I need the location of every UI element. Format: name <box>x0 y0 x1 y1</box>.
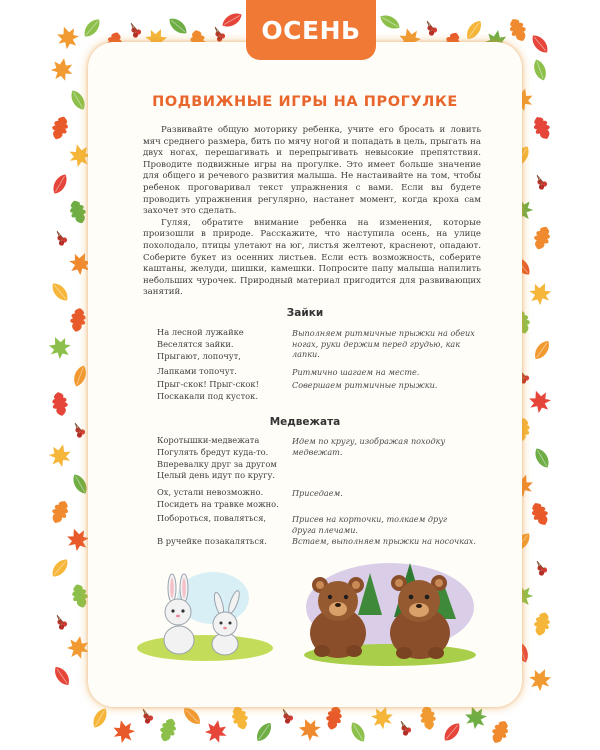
game-title-bear-cubs: Медвежата <box>269 416 341 428</box>
bunnies-note-2: Ритмично шагаем на месте. <box>292 367 420 377</box>
bear-cub-right <box>390 575 450 659</box>
game-title-bunnies: Зайки <box>286 307 324 319</box>
verse-line: Погулять бредут куда-то. <box>157 446 269 457</box>
bears-verse-1 <box>157 435 277 482</box>
bears-verse-4 <box>157 536 267 548</box>
verse-line: Веселятся зайки. <box>157 338 234 349</box>
bears-note-4: Встаем, выполняем прыжки на носочках. <box>292 536 476 546</box>
verse-line: В ручейке позакаляться. <box>157 536 267 546</box>
verse-line: Посидеть на травке можно. <box>157 498 279 509</box>
verse-line: Прыг-скок! Прыг-скок! <box>157 379 259 389</box>
bears-verse-3 <box>157 513 266 525</box>
bunnies-note-3: Совершаем ритмичные прыжки. <box>292 380 438 390</box>
intro-paragraph-2: Гуляя, обратите внимание ребенка на изменения, которые произошли в природе. Расскажите, что наступила осень, на улице похолодало, птицы улетают на юг, листья желтеют, краснеют, опадают. Соберите букет из осенних листьев. Если есть возможность, соберите каштаны, желуди, шишки, камешки. Попросите папу малыша напилить небольших чурочек. Природный материал пригодится для развивающих занятий. <box>143 217 481 298</box>
verse-line: Целый день идут по кругу. <box>157 470 276 481</box>
verse-line: Поскакали под кусток. <box>157 390 258 401</box>
bunnies-verse-1 <box>157 327 244 362</box>
verse-line: Вперевалку друг за другом <box>157 458 277 469</box>
season-tab: ОСЕНЬ <box>246 0 376 60</box>
bears-verse-2 <box>157 487 279 511</box>
bears-note-2: Приседаем. <box>292 488 343 498</box>
verse-line: Побороться, поваляться, <box>157 513 267 523</box>
bottom-leaf-row <box>90 703 512 746</box>
bunnies-illustration <box>135 568 275 663</box>
bear-cub-left <box>310 577 366 658</box>
bunnies-note-1: Выполняем ритмичные прыжки на обеих ногах, руки держим перед грудью, как лапки. <box>292 328 475 359</box>
intro-paragraph-1: Развивайте общую моторику ребенка, учите его бросать и ловить мяч среднего размера, бить по мячу ногой и попадать в цель, прыгать на двух ногах, перешагивать и перепрыгивать невысокие препятствия. Проводите подвижные игры на прогулке. Это имеет больше значение для общего и речевого развития малыша. Не настаивайте на том, чтобы ребенок проговаривал текст упражнения с вами. Если вы будете проводить упражнения регулярно, настанет момент, когда кроха сам захочет это сделать. <box>143 125 481 217</box>
page-title: ПОДВИЖНЫЕ ИГРЫ НА ПРОГУЛКЕ <box>152 94 458 110</box>
bears-note-1: Идем по кругу, изображая походку медвежат. <box>292 436 446 457</box>
verse-line: Коротышки-медвежата <box>157 435 260 445</box>
bunnies-verse-3 <box>157 379 259 403</box>
verse-line: Прыгают, лопочут, <box>157 350 241 361</box>
verse-line: На лесной лужайке <box>157 327 244 337</box>
bears-note-3: Присев на корточки, толкаем друг друга плечами. <box>292 514 447 535</box>
bear-cubs-illustration <box>298 555 476 667</box>
bunnies-verse-2 <box>157 366 237 378</box>
verse-line: Ох, устали невозможно. <box>157 487 264 497</box>
verse-line: Лапками топочут. <box>157 366 237 376</box>
intro-text <box>143 125 481 299</box>
